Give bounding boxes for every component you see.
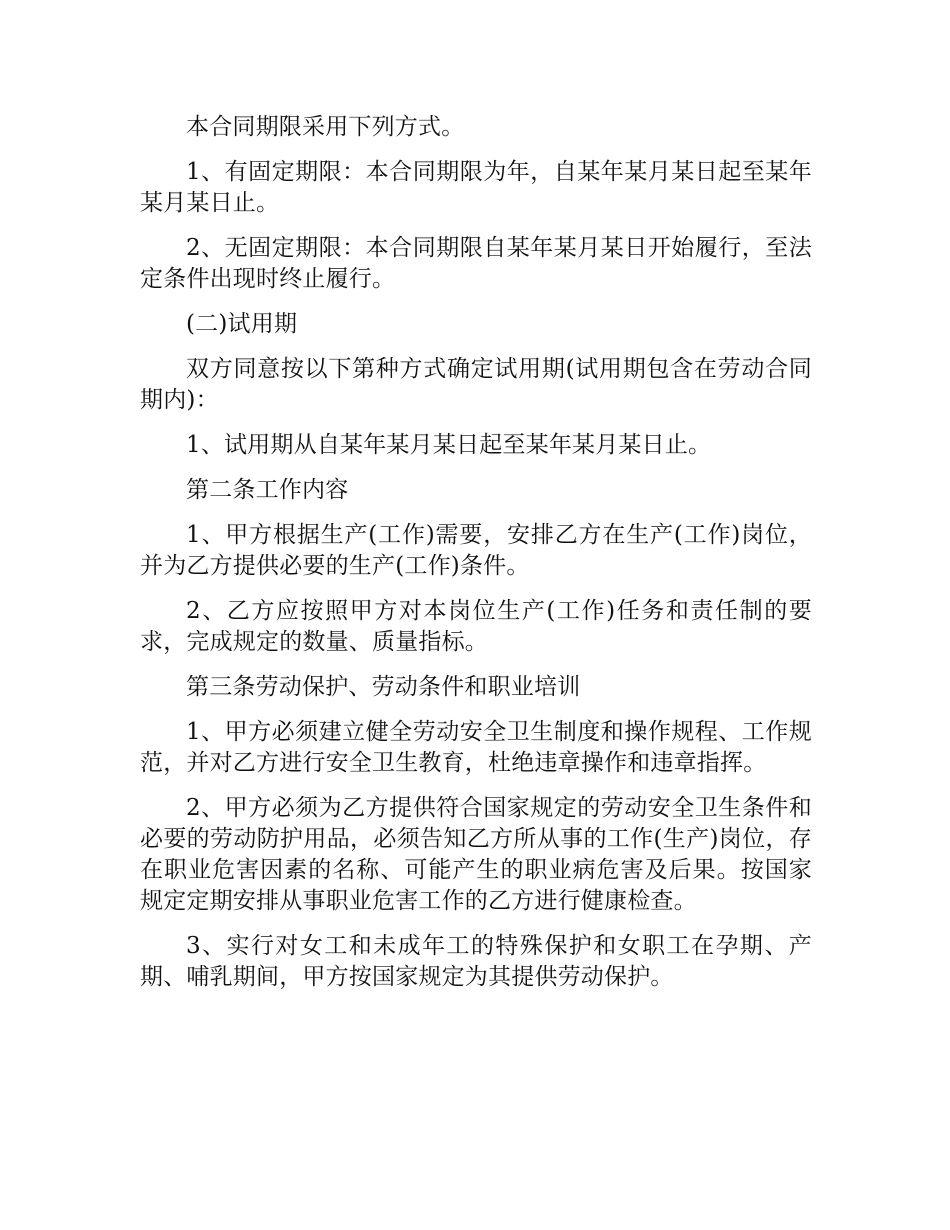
heading-article-2: 第二条工作内容 [186,477,349,503]
paragraph-probation-agreement: 双方同意按以下第种方式确定试用期(试用期包含在劳动合同期内)： [140,356,812,413]
paragraph-safety-system: 1、甲方必须建立健全劳动安全卫生制度和操作规程、工作规范，并对乙方进行安全卫生教育，杜绝违章操作和违章指挥。 [140,719,812,776]
paragraph-open-term: 2、无固定期限：本合同期限自某年某月某日开始履行，至法定条件出现时终止履行。 [140,235,812,292]
paragraph-protection-equipment: 2、甲方必须为乙方提供符合国家规定的劳动安全卫生条件和必要的劳动防护用品，必须告知乙方所从事的工作(生产)岗位，存在职业危害因素的名称、可能产生的职业病危害及后果。按国家规定定期安排从事职业危害工作的乙方进行健康检查。 [140,795,812,914]
paragraph-work-assignment: 1、甲方根据生产(工作)需要，安排乙方在生产(工作)岗位，并为乙方提供必要的生产(工作)条件。 [140,522,812,579]
paragraph-term-mode: 本合同期限采用下列方式。 [186,114,465,140]
paragraph-probation-period: 1、试用期从自某年某月某日起至某年某月某日止。 [186,432,712,458]
heading-probation: (二)试用期 [186,311,298,337]
paragraph-special-protection: 3、实行对女工和未成年工的特殊保护和女职工在孕期、产期、哺乳期间，甲方按国家规定为其提供劳动保护。 [140,933,812,990]
paragraph-fixed-term: 1、有固定期限：本合同期限为年，自某年某月某日起至某年某月某日止。 [140,159,812,216]
paragraph-work-requirements: 2、乙方应按照甲方对本岗位生产(工作)任务和责任制的要求，完成规定的数量、质量指标。 [140,598,812,655]
heading-article-3: 第三条劳动保护、劳动条件和职业培训 [186,674,581,700]
document-body [140,112,812,1007]
